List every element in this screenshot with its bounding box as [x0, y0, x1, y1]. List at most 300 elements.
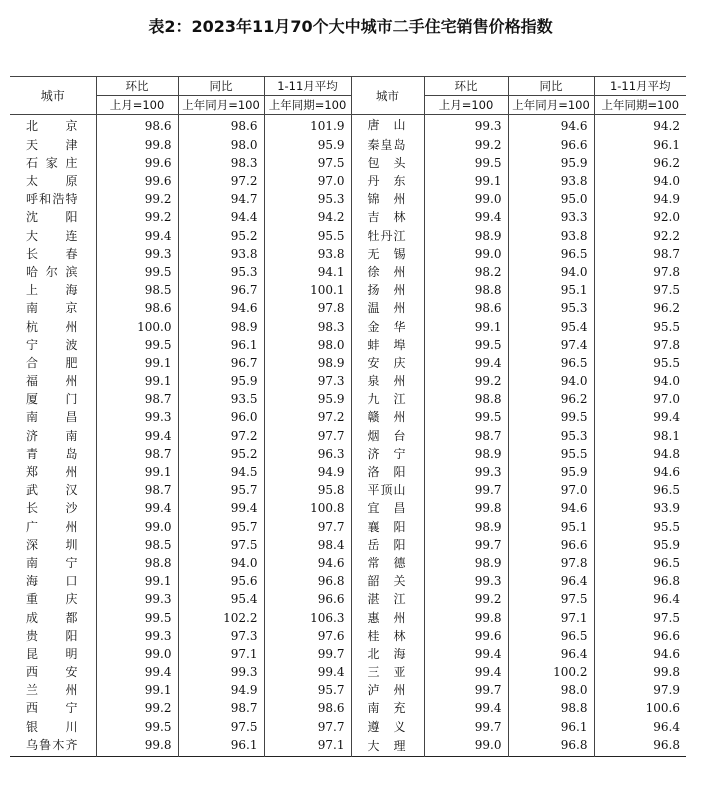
city-name-left: 成都 [26, 610, 78, 625]
yoy-value-left: 99.3 [178, 663, 264, 681]
avg-value-left: 97.5 [264, 154, 351, 172]
mom-value-left: 98.6 [96, 115, 178, 136]
yoy-value-left: 94.5 [178, 463, 264, 481]
yoy-value-left: 95.2 [178, 227, 264, 245]
city-name-right: 吉林 [351, 208, 424, 226]
city-name-left: 宁波 [26, 337, 78, 352]
mom-value-left: 99.3 [96, 245, 178, 263]
city-name-left: 深圳 [26, 537, 78, 552]
table-row [10, 263, 686, 281]
yoy-value-right: 97.1 [508, 608, 594, 626]
city-name-right: 无锡 [351, 245, 424, 263]
city-name-right: 济宁 [351, 445, 424, 463]
yoy-value-left: 97.2 [178, 172, 264, 190]
yoy-value-right: 96.8 [508, 736, 594, 757]
city-name-left: 南宁 [26, 555, 78, 570]
city-name-left: 重庆 [26, 592, 78, 607]
yoy-value-right: 96.1 [508, 718, 594, 736]
city-name-right: 洛阳 [351, 463, 424, 481]
city-name-right: 金华 [351, 317, 424, 335]
mom-value-left: 99.3 [96, 590, 178, 608]
table-row [10, 172, 686, 190]
avg-value-right: 97.0 [594, 390, 686, 408]
avg-value-right: 97.9 [594, 681, 686, 699]
mom-value-left: 99.6 [96, 154, 178, 172]
yoy-value-right: 96.4 [508, 572, 594, 590]
avg-value-right: 94.0 [594, 372, 686, 390]
avg-value-left: 95.7 [264, 681, 351, 699]
mom-value-left: 98.7 [96, 390, 178, 408]
city-name-left: 银川 [26, 719, 78, 734]
avg-value-right: 94.6 [594, 463, 686, 481]
yoy-value-left: 94.7 [178, 190, 264, 208]
mom-value-left: 99.8 [96, 736, 178, 757]
avg-value-right: 96.5 [594, 554, 686, 572]
mom-value-left: 98.5 [96, 281, 178, 299]
mom-value-right: 98.9 [424, 554, 508, 572]
col-subheader-avg-left: 上年同期=100 [264, 96, 351, 115]
mom-value-right: 99.1 [424, 172, 508, 190]
mom-value-left: 99.2 [96, 208, 178, 226]
avg-value-right: 96.1 [594, 136, 686, 154]
city-name-right: 常德 [351, 554, 424, 572]
avg-value-left: 94.6 [264, 554, 351, 572]
yoy-value-left: 97.5 [178, 718, 264, 736]
mom-value-right: 98.6 [424, 299, 508, 317]
city-name-right: 平顶山 [351, 481, 424, 499]
avg-value-right: 94.0 [594, 172, 686, 190]
avg-value-right: 98.1 [594, 427, 686, 445]
table-row [10, 572, 686, 590]
avg-value-left: 97.8 [264, 299, 351, 317]
avg-value-right: 92.0 [594, 208, 686, 226]
mom-value-right: 99.8 [424, 608, 508, 626]
mom-value-right: 99.0 [424, 190, 508, 208]
city-name-left: 大连 [26, 228, 78, 243]
yoy-value-right: 95.9 [508, 154, 594, 172]
mom-value-left: 99.4 [96, 499, 178, 517]
table-row [10, 736, 686, 757]
mom-value-left: 99.0 [96, 518, 178, 536]
table-row [10, 136, 686, 154]
col-header-avg-right: 1-11月平均 [594, 77, 686, 96]
city-name-right: 扬州 [351, 281, 424, 299]
mom-value-right: 99.2 [424, 372, 508, 390]
city-name-left: 哈尔滨 [26, 264, 78, 279]
yoy-value-left: 95.7 [178, 518, 264, 536]
mom-value-right: 99.7 [424, 681, 508, 699]
avg-value-left: 98.4 [264, 536, 351, 554]
avg-value-right: 96.8 [594, 736, 686, 757]
city-name-right: 蚌埠 [351, 336, 424, 354]
city-name-left: 广州 [26, 519, 78, 534]
city-name-left: 上海 [26, 283, 78, 298]
yoy-value-right: 97.0 [508, 481, 594, 499]
avg-value-left: 95.9 [264, 390, 351, 408]
col-header-avg-left: 1-11月平均 [264, 77, 351, 96]
avg-value-left: 94.9 [264, 463, 351, 481]
table-row [10, 663, 686, 681]
table-row [10, 481, 686, 499]
mom-value-right: 98.9 [424, 445, 508, 463]
table-row [10, 408, 686, 426]
city-name-left: 海口 [26, 574, 78, 589]
yoy-value-right: 96.4 [508, 645, 594, 663]
avg-value-right: 97.8 [594, 336, 686, 354]
avg-value-right: 96.8 [594, 572, 686, 590]
mom-value-left: 99.3 [96, 627, 178, 645]
mom-value-right: 99.1 [424, 317, 508, 335]
avg-value-left: 97.7 [264, 718, 351, 736]
mom-value-left: 98.5 [96, 536, 178, 554]
yoy-value-right: 94.6 [508, 499, 594, 517]
yoy-value-left: 93.5 [178, 390, 264, 408]
yoy-value-left: 95.3 [178, 263, 264, 281]
mom-value-right: 99.7 [424, 481, 508, 499]
avg-value-right: 94.8 [594, 445, 686, 463]
mom-value-right: 99.0 [424, 245, 508, 263]
col-header-city-left: 城市 [10, 77, 96, 115]
avg-value-left: 95.5 [264, 227, 351, 245]
table-row [10, 390, 686, 408]
yoy-value-right: 95.0 [508, 190, 594, 208]
yoy-value-left: 98.9 [178, 317, 264, 335]
yoy-value-left: 95.4 [178, 590, 264, 608]
col-header-mom-left: 环比 [96, 77, 178, 96]
yoy-value-left: 94.6 [178, 299, 264, 317]
yoy-value-left: 95.2 [178, 445, 264, 463]
table-row [10, 427, 686, 445]
mom-value-left: 100.0 [96, 317, 178, 335]
mom-value-left: 99.0 [96, 645, 178, 663]
avg-value-left: 100.8 [264, 499, 351, 517]
avg-value-left: 94.2 [264, 208, 351, 226]
city-name-right: 泸州 [351, 681, 424, 699]
mom-value-left: 99.1 [96, 354, 178, 372]
yoy-value-right: 98.8 [508, 699, 594, 717]
table-row [10, 372, 686, 390]
city-name-left: 兰州 [26, 683, 78, 698]
avg-value-right: 100.6 [594, 699, 686, 717]
city-name-right: 桂林 [351, 627, 424, 645]
city-name-right: 遵义 [351, 718, 424, 736]
table-row [10, 299, 686, 317]
avg-value-left: 99.7 [264, 645, 351, 663]
table-row [10, 518, 686, 536]
yoy-value-right: 96.5 [508, 245, 594, 263]
avg-value-right: 95.5 [594, 518, 686, 536]
table-row [10, 536, 686, 554]
avg-value-right: 94.2 [594, 115, 686, 136]
avg-value-left: 101.9 [264, 115, 351, 136]
mom-value-left: 99.4 [96, 427, 178, 445]
col-header-mom-right: 环比 [424, 77, 508, 96]
table-row [10, 445, 686, 463]
city-name-right: 徐州 [351, 263, 424, 281]
mom-value-right: 99.0 [424, 736, 508, 757]
yoy-value-right: 94.6 [508, 115, 594, 136]
yoy-value-right: 97.8 [508, 554, 594, 572]
city-name-left: 西宁 [26, 701, 78, 716]
avg-value-right: 99.8 [594, 663, 686, 681]
avg-value-left: 95.3 [264, 190, 351, 208]
city-name-left: 杭州 [26, 319, 78, 334]
yoy-value-left: 94.9 [178, 681, 264, 699]
city-name-left: 石家庄 [26, 155, 78, 170]
avg-value-right: 93.9 [594, 499, 686, 517]
avg-value-left: 98.6 [264, 699, 351, 717]
mom-value-right: 99.5 [424, 408, 508, 426]
table-row [10, 317, 686, 335]
city-name-left: 郑州 [26, 465, 78, 480]
avg-value-right: 94.6 [594, 645, 686, 663]
mom-value-left: 99.5 [96, 336, 178, 354]
avg-value-left: 97.0 [264, 172, 351, 190]
avg-value-left: 97.2 [264, 408, 351, 426]
avg-value-left: 106.3 [264, 608, 351, 626]
mom-value-left: 99.5 [96, 718, 178, 736]
city-name-right: 南充 [351, 699, 424, 717]
avg-value-right: 97.5 [594, 281, 686, 299]
yoy-value-right: 96.6 [508, 136, 594, 154]
avg-value-left: 95.8 [264, 481, 351, 499]
city-name-left: 北京 [26, 119, 78, 134]
avg-value-right: 95.5 [594, 317, 686, 335]
col-subheader-yoy-left: 上年同月=100 [178, 96, 264, 115]
mom-value-right: 99.4 [424, 354, 508, 372]
avg-value-left: 98.0 [264, 336, 351, 354]
yoy-value-left: 98.7 [178, 699, 264, 717]
city-name-left: 武汉 [26, 483, 78, 498]
mom-value-left: 99.5 [96, 608, 178, 626]
avg-value-right: 96.5 [594, 481, 686, 499]
table-row [10, 681, 686, 699]
mom-value-right: 99.4 [424, 663, 508, 681]
avg-value-right: 92.2 [594, 227, 686, 245]
avg-value-left: 96.6 [264, 590, 351, 608]
table-row [10, 718, 686, 736]
city-name-right: 牡丹江 [351, 227, 424, 245]
avg-value-left: 98.9 [264, 354, 351, 372]
yoy-value-left: 95.7 [178, 481, 264, 499]
avg-value-left: 97.7 [264, 427, 351, 445]
table-header [10, 77, 686, 115]
yoy-value-left: 96.7 [178, 354, 264, 372]
mom-value-left: 99.1 [96, 572, 178, 590]
city-name-right: 宜昌 [351, 499, 424, 517]
mom-value-right: 99.2 [424, 590, 508, 608]
mom-value-left: 99.8 [96, 136, 178, 154]
col-header-yoy-left: 同比 [178, 77, 264, 96]
yoy-value-right: 93.8 [508, 227, 594, 245]
city-name-left: 青岛 [26, 446, 78, 461]
mom-value-left: 98.7 [96, 481, 178, 499]
table-row [10, 208, 686, 226]
mom-value-right: 99.3 [424, 463, 508, 481]
table-row [10, 115, 686, 136]
avg-value-right: 96.2 [594, 299, 686, 317]
mom-value-right: 99.8 [424, 499, 508, 517]
city-name-right: 包头 [351, 154, 424, 172]
avg-value-right: 97.8 [594, 263, 686, 281]
avg-value-right: 94.9 [594, 190, 686, 208]
city-name-right: 惠州 [351, 608, 424, 626]
mom-value-right: 99.5 [424, 336, 508, 354]
col-header-city-right: 城市 [351, 77, 424, 115]
yoy-value-left: 102.2 [178, 608, 264, 626]
city-name-left: 呼和浩特 [26, 192, 78, 207]
table-row [10, 354, 686, 372]
city-name-right: 韶关 [351, 572, 424, 590]
yoy-value-left: 97.5 [178, 536, 264, 554]
mom-value-right: 98.8 [424, 281, 508, 299]
yoy-value-right: 96.2 [508, 390, 594, 408]
avg-value-left: 97.3 [264, 372, 351, 390]
mom-value-right: 98.2 [424, 263, 508, 281]
yoy-value-right: 95.1 [508, 281, 594, 299]
table-row [10, 154, 686, 172]
city-name-left: 沈阳 [26, 210, 78, 225]
yoy-value-left: 97.3 [178, 627, 264, 645]
yoy-value-right: 95.4 [508, 317, 594, 335]
avg-value-right: 96.2 [594, 154, 686, 172]
table-row [10, 245, 686, 263]
city-name-right: 泉州 [351, 372, 424, 390]
yoy-value-right: 97.5 [508, 590, 594, 608]
mom-value-left: 99.4 [96, 227, 178, 245]
avg-value-left: 100.1 [264, 281, 351, 299]
avg-value-right: 96.4 [594, 590, 686, 608]
yoy-value-right: 96.5 [508, 627, 594, 645]
yoy-value-left: 98.0 [178, 136, 264, 154]
avg-value-right: 97.5 [594, 608, 686, 626]
city-name-right: 锦州 [351, 190, 424, 208]
city-name-left: 长沙 [26, 501, 78, 516]
city-name-left: 合肥 [26, 355, 78, 370]
avg-value-right: 99.4 [594, 408, 686, 426]
avg-value-left: 93.8 [264, 245, 351, 263]
city-name-left: 乌鲁木齐 [26, 737, 78, 752]
mom-value-right: 98.9 [424, 518, 508, 536]
yoy-value-left: 96.7 [178, 281, 264, 299]
table-row [10, 190, 686, 208]
city-name-right: 湛江 [351, 590, 424, 608]
city-name-left: 太原 [26, 174, 78, 189]
mom-value-right: 99.4 [424, 645, 508, 663]
table-row [10, 227, 686, 245]
yoy-value-right: 95.3 [508, 427, 594, 445]
avg-value-left: 97.6 [264, 627, 351, 645]
city-name-left: 西安 [26, 665, 78, 680]
avg-value-left: 99.4 [264, 663, 351, 681]
avg-value-left: 95.9 [264, 136, 351, 154]
table-row [10, 281, 686, 299]
yoy-value-left: 95.9 [178, 372, 264, 390]
yoy-value-left: 97.2 [178, 427, 264, 445]
mom-value-left: 98.7 [96, 445, 178, 463]
avg-value-right: 95.5 [594, 354, 686, 372]
yoy-value-right: 96.6 [508, 536, 594, 554]
yoy-value-left: 96.1 [178, 736, 264, 757]
city-name-right: 赣州 [351, 408, 424, 426]
mom-value-right: 99.5 [424, 154, 508, 172]
table-row [10, 554, 686, 572]
table-row [10, 590, 686, 608]
yoy-value-right: 95.3 [508, 299, 594, 317]
mom-value-left: 99.2 [96, 699, 178, 717]
mom-value-right: 99.4 [424, 208, 508, 226]
yoy-value-left: 99.4 [178, 499, 264, 517]
mom-value-right: 98.9 [424, 227, 508, 245]
table-row [10, 336, 686, 354]
mom-value-right: 99.3 [424, 572, 508, 590]
table-row [10, 463, 686, 481]
city-name-right: 秦皇岛 [351, 136, 424, 154]
avg-value-left: 97.7 [264, 518, 351, 536]
mom-value-right: 99.7 [424, 718, 508, 736]
city-name-right: 温州 [351, 299, 424, 317]
city-name-right: 岳阳 [351, 536, 424, 554]
mom-value-right: 98.8 [424, 390, 508, 408]
col-subheader-mom-left: 上月=100 [96, 96, 178, 115]
city-name-left: 南昌 [26, 410, 78, 425]
city-name-left: 天津 [26, 137, 78, 152]
table-row [10, 499, 686, 517]
yoy-value-left: 97.1 [178, 645, 264, 663]
city-name-right: 安庆 [351, 354, 424, 372]
table-row [10, 627, 686, 645]
table-row [10, 608, 686, 626]
mom-value-left: 99.4 [96, 663, 178, 681]
yoy-value-right: 95.9 [508, 463, 594, 481]
avg-value-left: 97.1 [264, 736, 351, 757]
avg-value-left: 96.8 [264, 572, 351, 590]
mom-value-right: 98.7 [424, 427, 508, 445]
city-name-left: 济南 [26, 428, 78, 443]
yoy-value-left: 98.3 [178, 154, 264, 172]
yoy-value-right: 99.5 [508, 408, 594, 426]
mom-value-left: 99.3 [96, 408, 178, 426]
yoy-value-left: 93.8 [178, 245, 264, 263]
city-name-right: 烟台 [351, 427, 424, 445]
city-name-right: 北海 [351, 645, 424, 663]
price-index-table [10, 76, 686, 757]
mom-value-left: 99.6 [96, 172, 178, 190]
yoy-value-right: 94.0 [508, 372, 594, 390]
mom-value-left: 99.5 [96, 263, 178, 281]
yoy-value-left: 95.6 [178, 572, 264, 590]
yoy-value-left: 98.6 [178, 115, 264, 136]
mom-value-left: 99.2 [96, 190, 178, 208]
avg-value-right: 96.6 [594, 627, 686, 645]
yoy-value-right: 96.5 [508, 354, 594, 372]
avg-value-left: 98.3 [264, 317, 351, 335]
avg-value-left: 96.3 [264, 445, 351, 463]
yoy-value-right: 98.0 [508, 681, 594, 699]
yoy-value-right: 97.4 [508, 336, 594, 354]
city-name-right: 九江 [351, 390, 424, 408]
table-row [10, 645, 686, 663]
city-name-left: 厦门 [26, 392, 78, 407]
document-title: 表2：2023年11月70个大中城市二手住宅销售价格指数 [148, 17, 553, 36]
yoy-value-right: 95.5 [508, 445, 594, 463]
mom-value-left: 99.1 [96, 372, 178, 390]
mom-value-right: 99.3 [424, 115, 508, 136]
yoy-value-left: 94.4 [178, 208, 264, 226]
mom-value-left: 99.1 [96, 463, 178, 481]
yoy-value-right: 100.2 [508, 663, 594, 681]
mom-value-left: 98.8 [96, 554, 178, 572]
